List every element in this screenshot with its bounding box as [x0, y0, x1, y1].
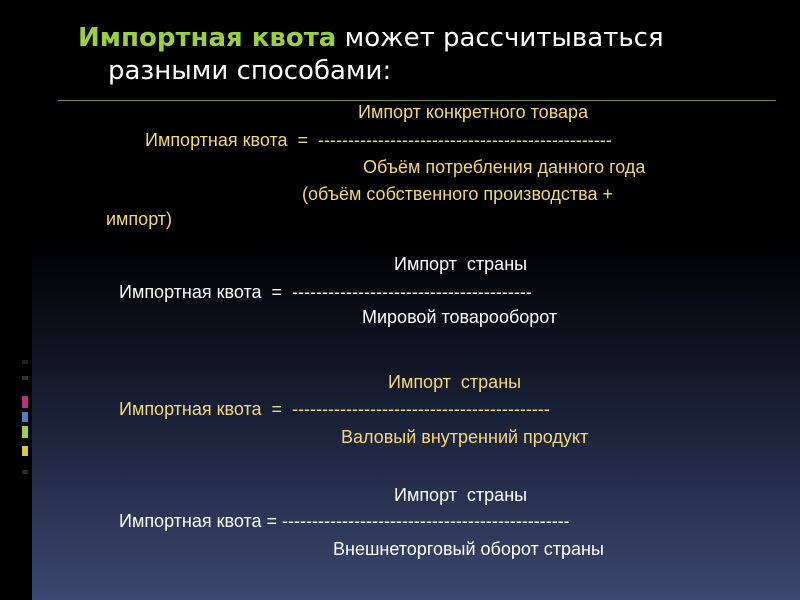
formula-1-note-line2: импорт)	[106, 209, 173, 229]
decor-bar	[22, 360, 28, 364]
left-decor-strip	[0, 0, 32, 600]
title-line2: разными способами:	[108, 56, 392, 86]
formula-4-lhs: Импортная квота = ------------------------------------------------	[119, 511, 570, 531]
formula-4-denominator: Внешнеторговый оборот страны	[333, 539, 604, 559]
formula-3-numerator: Импорт страны	[388, 372, 522, 392]
formula-1-lhs: Импортная квота = -------------------------------------------------	[145, 130, 612, 150]
decor-bar	[22, 470, 28, 474]
formula-2-denominator: Мировой товарооборот	[362, 307, 558, 327]
formula-2-lhs: Импортная квота = ----------------------------------------	[119, 282, 532, 302]
formula-4-numerator: Импорт страны	[394, 485, 528, 505]
formula-1-note-line1: (объём собственного производства +	[302, 184, 614, 204]
decor-bar	[22, 426, 28, 438]
decor-bar	[22, 376, 28, 380]
slide-title	[78, 22, 718, 88]
formula-1-numerator: Импорт конкретного товара	[358, 102, 589, 122]
decor-bar	[22, 396, 28, 408]
decor-bar	[22, 412, 28, 422]
formula-3-lhs: Импортная квота = -------------------------------------------	[119, 399, 550, 419]
title-line1-rest: может рассчитываться	[336, 23, 664, 53]
title-highlight: Импортная квота	[78, 23, 337, 53]
formula-3-denominator: Валовый внутренний продукт	[341, 427, 589, 447]
formula-1-denominator: Объём потребления данного года	[363, 157, 646, 177]
formula-2-numerator: Импорт страны	[394, 254, 528, 274]
decor-bar	[22, 446, 28, 456]
